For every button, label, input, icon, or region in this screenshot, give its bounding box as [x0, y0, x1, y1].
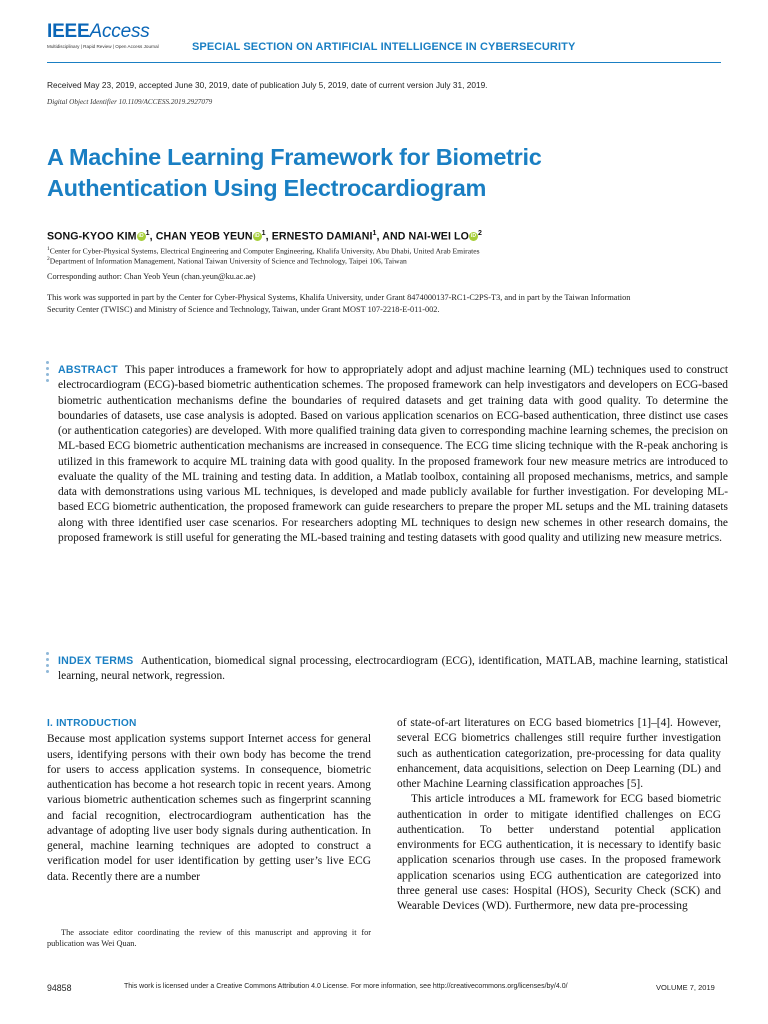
author-name: NAI-WEI LO	[408, 230, 469, 243]
body-column-right	[397, 716, 721, 914]
abstract-text: This paper introduces a framework for how to appropriately adopt and adjust machine learning (ML) techniques used to construct electrocardiogram (ECG)-based biometric authentication schemes. The proposed framework can help investigators and developers on ECG-based biometric authentication mechanisms define the boundaries of required datasets and get training data with good quality. To determine the boundaries of datasets, use case analysis is adopted. Based on various application scenarios on ECG-based authentication, three distinct use cases (or authentication categories) are developed. With more qualified training data given to corresponding machine learning schemes, the precision on ML-based ECG biometric authentication mechanisms are increased in consequence. The ECG time slicing technique with the R-peak anchoring is utilized in this framework to acquire ML training data with good quality. In the proposed framework four new measure metrics are introduced to evaluate the quality of the ML training and testing data. In addition, a Matlab toolbox, containing all proposed mechanisms, metrics, and sample data with demonstrations using various ML techniques, is developed and made publicly available for further investigation. For developing ML-based ECG biometric authentication, the proposed framework can guide researchers to prepare the proper ML setups and the ML training datasets along with three identified user case scenarios. For researchers adopting ML techniques to design new schemes in other research domains, the proposed framework is still useful for generating the ML-based training and testing datasets with good quality and utilizing new measure metrics.	[58, 364, 728, 544]
paper-title: A Machine Learning Framework for Biometric Authentication Using Electrocardiogram	[47, 144, 542, 201]
abstract-label: ABSTRACT	[58, 364, 118, 376]
license-notice: This work is licensed under a Creative Commons Attribution 4.0 License. For more information, see http://creativecommons.org/licenses/by/4.0/	[124, 983, 568, 990]
author-name: ERNESTO DAMIANI	[271, 230, 373, 243]
author-name: SONG-KYOO KIM	[47, 230, 137, 243]
received-dates: Received May 23, 2019, accepted June 30, 2019, date of publication July 5, 2019, date of current version July 31, 2019.	[47, 80, 488, 90]
author-list: SONG-KYOO KIM iD $^1$, CHAN YEOB YEUN iD $^1$, ERNESTO DAMIANI$^1$, AND NAI-WEI LO iD $^2$	[47, 230, 482, 243]
paragraph: This article introduces a ML framework for ECG based biometric authentication in order to mitigate identified challenges on ECG authentication. To better understand potential application environments for ECG authentication, it is necessary to identify basic application scenarios through use cases. In the proposed framework application scenarios using ECG authentication are categorized into three general use cases: Hospital (HOS), Security Check (SCK) and Wearable Devices (WD). Furthermore, new data pre-processing	[397, 793, 721, 912]
corresponding-author: Corresponding author: Chan Yeob Yeun (chan.yeun@ku.ac.ae)	[47, 272, 256, 281]
author-affiliation-marker: 2	[477, 230, 482, 237]
logo-ieee: IEEE	[47, 21, 90, 42]
index-terms-text: Authentication, biomedical signal processing, electrocardiogram (ECG), identification, MATLAB, machine learning, statistical learning, neural network, regression.	[58, 655, 728, 683]
header-divider	[47, 62, 721, 63]
logo-access: Access	[89, 21, 150, 42]
affiliation: $^2$Department of Information Management, National Taiwan University of Science and Technology, Taipei 106, Taiwan	[47, 256, 407, 266]
orcid-icon[interactable]: iD	[254, 232, 260, 239]
section-heading: I. INTRODUCTION	[47, 718, 137, 729]
volume-info: VOLUME 7, 2019	[656, 983, 715, 992]
page-number: 94858	[47, 983, 72, 993]
abstract	[58, 363, 728, 546]
author-name: CHAN YEOB YEUN	[155, 230, 253, 243]
author-affiliation-marker: 1	[145, 230, 150, 237]
journal-logo	[47, 22, 159, 49]
index-terms-marker	[46, 652, 50, 676]
paragraph: of state-of-art literatures on ECG based biometrics [1]–[4]. However, several ECG biometrics challenges still require further investigation such as authentication categorization, pre-processing for data quality enhancement, data acquisitions, selection on Deep Learning (DL) and other Machine Learning classification approaches [5].	[397, 717, 721, 790]
orcid-icon[interactable]: iD	[138, 232, 144, 239]
affiliation: $^1$Center for Cyber-Physical Systems, Electrical Engineering and Computer Engineering, Khalifa University, Abu Dhabi, United Arab Emirates	[47, 246, 480, 256]
author-affiliation-marker: 1	[372, 230, 377, 237]
paragraph: Because most application systems support Internet access for general users, identifying persons with their own body has become the trend for users to access application systems. In consequence, biometric authentication has become a hot research topic in recent years. Among various biometric authentication schemes such as fingerprint scanning and facial recognition, electrocardiogram authentication has the advantage of adopting live user body signals during authentication. In general, machine learning techniques are adopted to construct a verification model for user identification by getting user’s live ECG data. Recently there are a number	[47, 733, 371, 883]
index-terms-label: INDEX TERMS	[58, 655, 134, 667]
abstract-marker	[46, 361, 50, 385]
index-terms	[58, 654, 728, 685]
body-column-left	[47, 716, 371, 885]
orcid-icon[interactable]: iD	[470, 232, 477, 239]
author-affiliation-marker: 1	[261, 230, 266, 237]
special-section-heading: SPECIAL SECTION ON ARTIFICIAL INTELLIGENCE IN CYBERSECURITY	[192, 41, 576, 53]
logo-tagline: Multidisciplinary | Rapid Review | Open Access Journal	[47, 44, 159, 49]
editor-footnote: The associate editor coordinating the review of this manuscript and approving it for publication was Wei Quan.	[47, 928, 371, 948]
doi-line: Digital Object Identifier 10.1109/ACCESS.2019.2927079	[47, 98, 213, 106]
funding-statement: This work was supported in part by the Center for Cyber-Physical Systems, Khalifa University, under Grant 8474000137-RC1-C2PS-T3, and in part by the Taiwan Information Security Center (TWISC) and Ministry of Science and Technology, Taiwan, under Grant MOST 107-2218-E-011-002.	[47, 293, 631, 314]
